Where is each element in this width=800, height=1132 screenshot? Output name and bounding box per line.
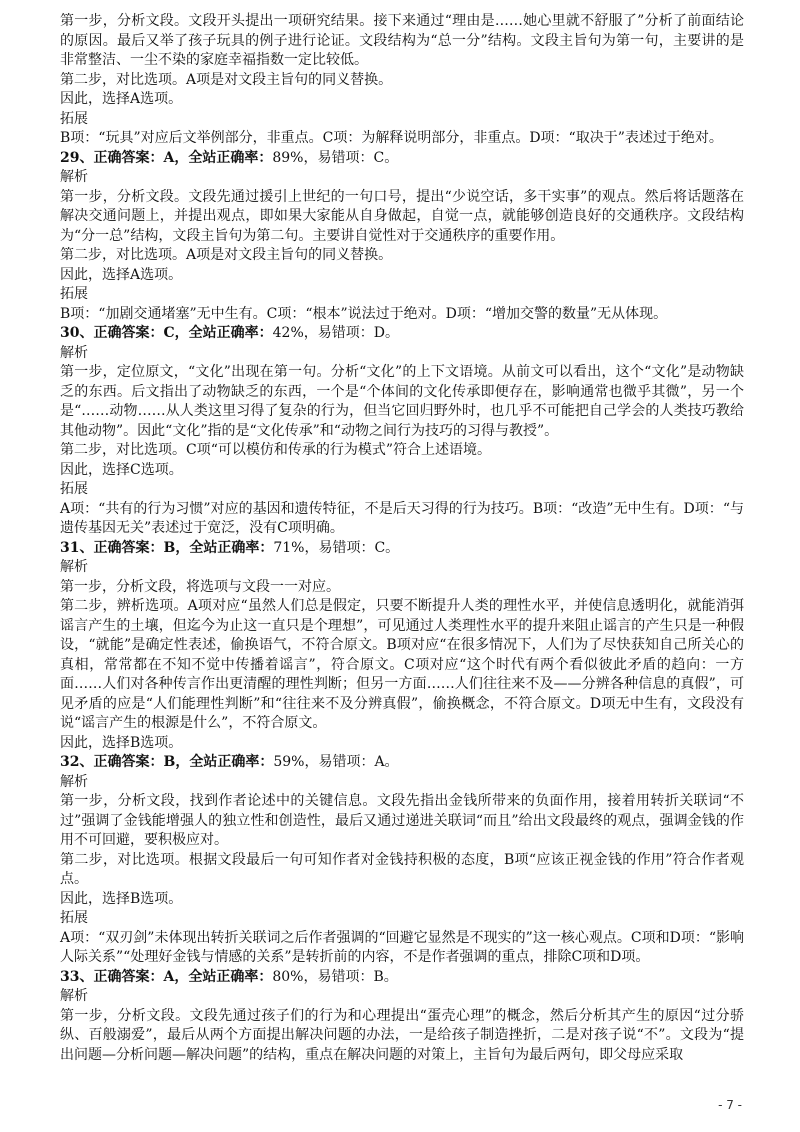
answer-line	[60, 753, 744, 773]
document-body	[60, 12, 744, 1065]
paragraph: 第一步，分析文段。文段开头提出一项研究结果。接下来通过“理由是……她心里就不舒服了”分析了前面结论的原因。最后又举了孩子玩具的例子进行论证。文段结构为“总一分”结构。文段主旨句为第一句，主要讲的是非常整洁、一尘不染的家庭幸福指数一定比较低。	[60, 13, 744, 68]
answer-line	[60, 968, 744, 988]
paragraph: 因此，选择B选项。	[60, 734, 183, 751]
page-number: - 7 -	[718, 1098, 742, 1112]
answer-stats: 71%，易错项：C。	[273, 539, 400, 556]
answer-label: 32、正确答案：B，全站正确率：	[60, 754, 274, 770]
paragraph: 第二步，辨析选项。A项对应“虽然人们总是假定，只要不断提升人类的理性水平，并使信息透明化，就能消弭谣言产生的土壤，但迄今为止这一直只是个理想”，可见通过人类理性水平的提升来阻止谣言的产生只是一种假设，“就能”是确定性表述，偷换语气，不符合原文。B项对应“在很多情况下，人们为了尽快获知自己所关心的真相，常常都在不知不觉中传播着谣言”，符合原文。C项对应“这个时代有两个看似彼此矛盾的趋向：一方面……人们对各种传言作出更清醒的理性判断；但另一方面……人们往往来不及——分辨各种信息的真假”，可见矛盾的应是“人们能理性判断”和“往往来不及分辨真假”，偷换概念，不符合原文。D项无中生有，文段没有说“谣言产生的根源是什么”，不符合原文。	[60, 598, 744, 731]
paragraph: B项：“加剧交通堵塞”无中生有。C项：“根本”说法过于绝对。D项：“增加交警的数量”无从体现。	[60, 305, 668, 322]
paragraph: B项：“玩具”对应后文举例部分，非重点。C项：为解释说明部分，非重点。D项：“取决于”表述过于绝对。	[60, 130, 723, 146]
paragraph: 因此，选择A选项。	[60, 91, 183, 107]
paragraph: 第一步，分析文段。文段先通过援引上世纪的一句口号，提出“少说空话，多干实事”的观点。然后将话题落在解决交通问题上，并提出观点，即如果大家能从自身做起，自觉一点，就能够创造良好的交通秩序。文段结构为“分一总”结构，文段主旨句为第二句。主要讲自觉性对于交通秩序的重要作用。	[60, 188, 744, 244]
paragraph: 因此，选择B选项。	[60, 890, 183, 907]
paragraph: 因此，选择C选项。	[60, 461, 183, 478]
answer-label: 30、正确答案：C，全站正确率：	[60, 325, 273, 341]
answer-label: 33、正确答案：A，全站正确率：	[60, 968, 273, 985]
paragraph: 第一步，定位原文，“文化”出现在第一句。分析“文化”的上下文语境。从前文可以看出，这个“文化”是动物缺乏的东西。后文指出了动物缺乏的东西，一个是“个体间的文化传承即便存在，影响通常也微乎其微”，另一个是“……动物……从人类这里习得了复杂的行为，但当它回归野外时，也几乎不可能把自己学会的人类技巧教给其他动物”。因此“文化”指的是“文化传承”和“动物之间行为技巧的习得与教授”。	[60, 364, 744, 439]
section-heading: 拓展	[60, 110, 88, 127]
section-heading: 解析	[60, 559, 88, 575]
section-heading: 解析	[60, 169, 88, 185]
paragraph: 第一步，分析文段，找到作者论述中的关键信息。文段先指出金钱所带来的负面作用，接着用转折关联词“不过”强调了金钱能增强人的独立性和创造性，最后又通过递进关联词“而且”给出文段最终的观点，强调金钱的作用不可回避，要积极应对。	[60, 793, 744, 848]
paragraph: 第二步，对比选项。A项是对文段主旨句的同义替换。	[60, 71, 393, 88]
section-heading: 解析	[60, 344, 88, 361]
section-heading: 解析	[60, 988, 88, 1004]
paragraph: 第一步，分析文段，将选项与文段一一对应。	[60, 578, 340, 595]
section-heading: 解析	[60, 773, 88, 790]
answer-label: 31、正确答案：B，全站正确率：	[60, 539, 274, 556]
answer-stats: 42%，易错项：D。	[272, 325, 399, 341]
answer-line	[60, 324, 744, 344]
paragraph: 第二步，对比选项。根据文段最后一句可知作者对金钱持积极的态度，B项“应该正视金钱的作用”符合作者观点。	[60, 851, 744, 887]
paragraph: 因此，选择A选项。	[60, 266, 183, 283]
answer-line	[60, 149, 744, 169]
answer-line	[60, 539, 744, 559]
answer-stats: 80%，易错项：B。	[272, 968, 398, 985]
section-heading: 拓展	[60, 910, 88, 926]
paragraph: A项：“共有的行为习惯”对应的基因和遗传特征，不是后天习得的行为技巧。B项：“改造”无中生有。D项：“与遗传基因无关”表述过于宽泛，没有C项明确。	[60, 500, 744, 536]
paragraph: A项：“双刃剑”未体现出转折关联词之后作者强调的“回避它显然是不现实的”这一核心观点。C项和D项：“影响人际关系”“处理好金钱与情感的关系”是转折前的内容，不是作者强调的重点，排除C项和D项。	[60, 929, 744, 965]
answer-stats: 89%，易错项：C。	[272, 149, 399, 166]
paragraph: 第二步，对比选项。C项“可以模仿和传承的行为模式”符合上述语境。	[60, 442, 492, 458]
section-heading: 拓展	[60, 481, 88, 497]
answer-label: 29、正确答案：A，全站正确率：	[60, 149, 273, 166]
paragraph: 第一步，分析文段。文段先通过孩子们的行为和心理提出“蛋壳心理”的概念，然后分析其产生的原因“过分骄纵、百般溺爱”，最后从两个方面提出解决问题的办法，一是给孩子制造挫折，二是对孩子说“不”。文段为“提出问题—分析问题—解决问题”的结构，重点在解决问题的对策上，主旨句为最后两句，即父母应采取	[60, 1007, 744, 1063]
paragraph: 第二步，对比选项。A项是对文段主旨句的同义替换。	[60, 247, 393, 263]
section-heading: 拓展	[60, 286, 88, 302]
answer-stats: 59%，易错项：A。	[273, 754, 399, 770]
